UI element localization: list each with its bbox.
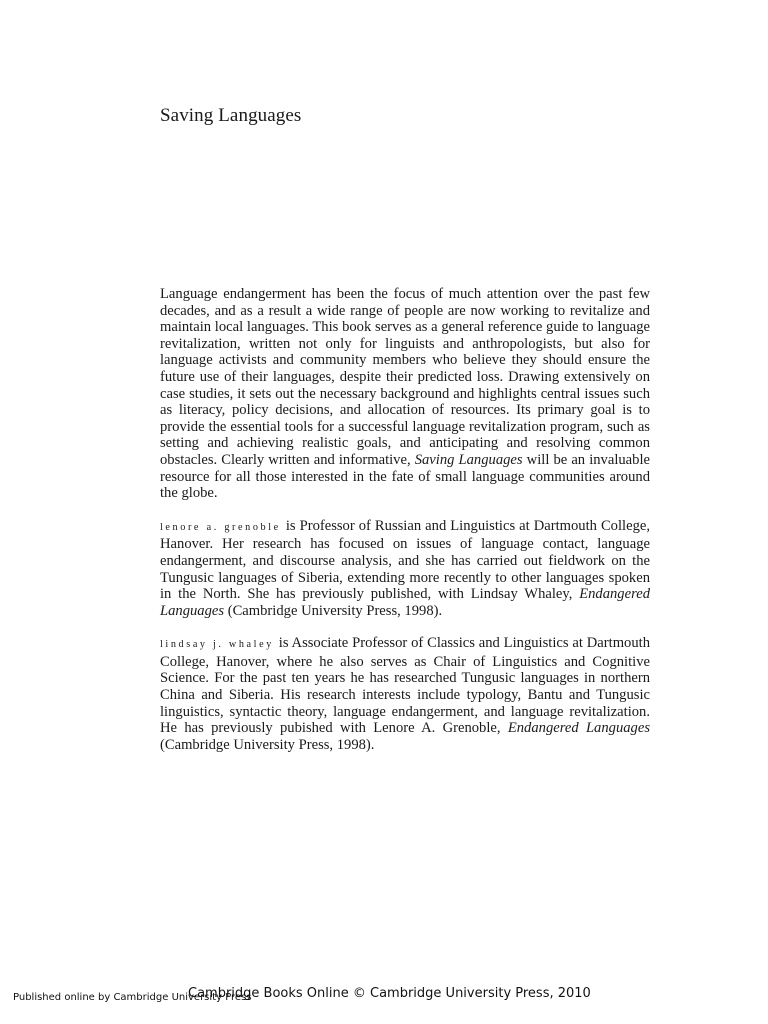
author-bio-text-end: (Cambridge University Press, 1998). xyxy=(160,736,375,753)
book-description-block xyxy=(160,286,650,769)
book-title: Saving Languages xyxy=(160,104,302,126)
author-bio-book-title: Endangered Languages xyxy=(507,720,650,737)
author-bio-grenoble xyxy=(160,518,650,620)
published-online-note: Published online by Cambridge University Press xyxy=(13,992,252,1003)
author-bio-book-title: Endangered Languages xyxy=(160,586,650,619)
description-book-title: Saving Languages xyxy=(414,451,523,468)
author-name: lenore a. grenoble xyxy=(160,521,281,533)
description-text-end: will be an invaluable resource for all those interested in the fate of small language communities around the globe. xyxy=(160,451,650,502)
author-bio-text: is Associate Professor of Classics and Linguistics at Dartmouth College, Hanover, where he also serves as Chair of Linguistics and Cognitive Science. For the past ten years he has researched Tungusic languages in northern China and Siberia. His research interests include typology, Bantu and Tungusic linguistics, syntactic theory, language endangerment, and language revitalization. He has previously pubished with Lenore A. Grenoble, xyxy=(160,635,650,737)
book-description xyxy=(160,286,650,502)
author-name: lindsay j. whaley xyxy=(160,639,274,651)
author-bio-text: is Professor of Russian and Linguistics at Dartmouth College, Hanover. Her research has focused on issues of language contact, language endangerment, and discourse analysis, and she has carried out fieldwork on the Tungusic languages of Siberia, extending more recently to other languages spoken in the North. She has previously published, with Lindsay Whaley, xyxy=(160,517,650,603)
author-bio-text-end: (Cambridge University Press, 1998). xyxy=(224,602,443,619)
copyright-note: Cambridge Books Online © Cambridge University Press, 2010 xyxy=(188,986,591,1001)
author-bio-whaley xyxy=(160,635,650,753)
description-text: Language endangerment has been the focus of much attention over the past few decades, and as a result a wide range of people are now working to revitalize and maintain local languages. This book serves as a general reference guide to language revitalization, written not only for linguists and anthropologists, but also for language activists and community members who believe they should ensure the future use of their languages, despite their predicted loss. Drawing extensively on case studies, it sets out the necessary background and highlights central issues such as literacy, policy decisions, and allocation of resources. Its primary goal is to provide the essential tools for a successful language revitalization program, such as setting and achieving realistic goals, and anticipating and resolving common obstacles. Clearly written and informative, xyxy=(160,286,650,468)
page-footer xyxy=(0,984,768,1014)
